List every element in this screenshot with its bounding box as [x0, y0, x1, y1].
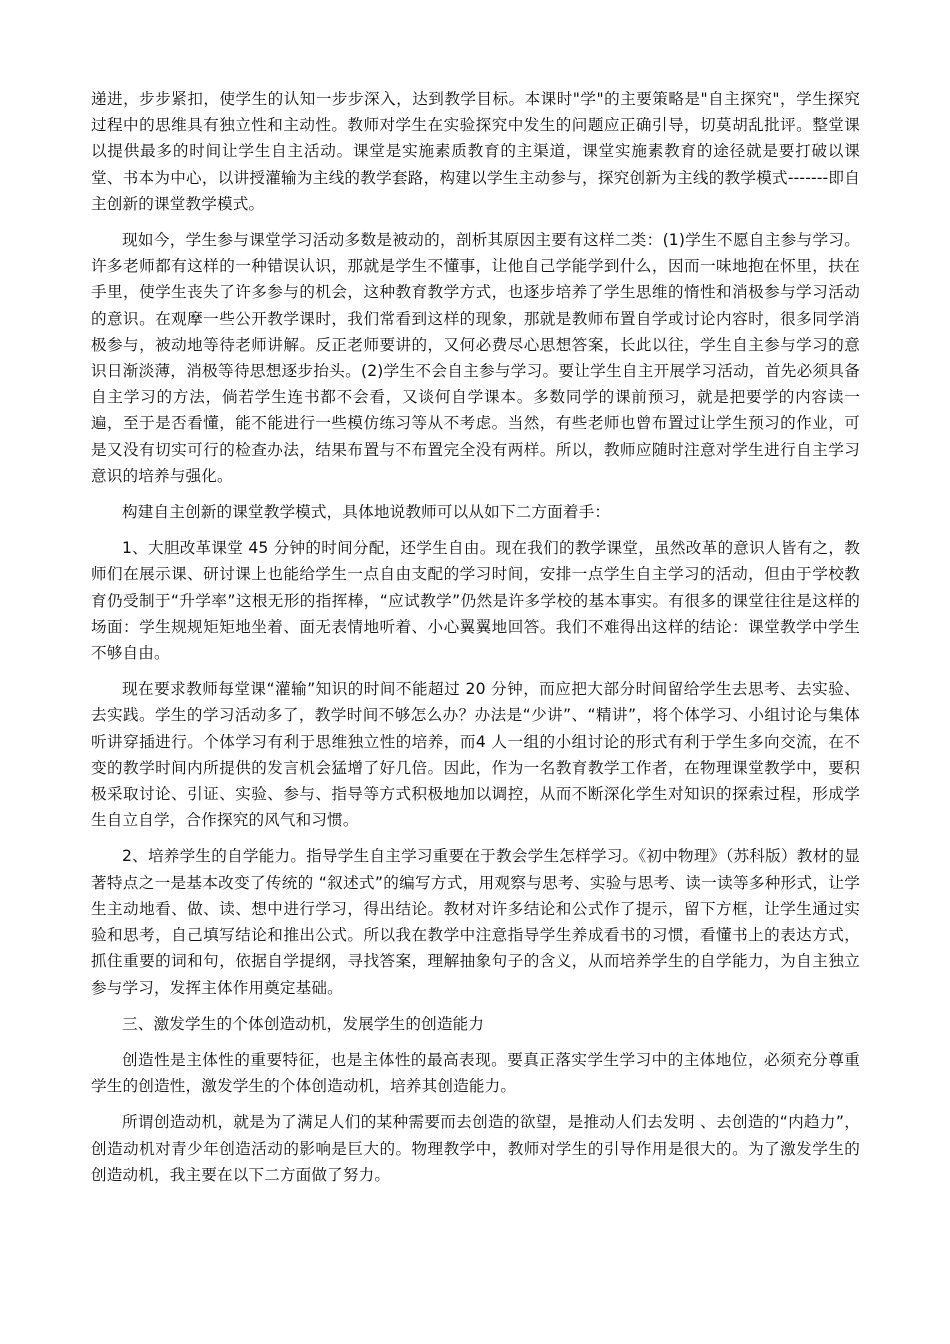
document-page: [91, 86, 860, 1198]
paragraph-creative-motivation: 所谓创造动机，就是为了满足人们的某种需要而去创造的欲望，是推动人们去发明 、去创造的“内趋力”，创造动机对青少年创造活动的影响是巨大的。物理教学中，教师对学生的引导作用是很大的。为了激发学生的创造动机，我主要在以下二方面做了努力。: [91, 1113, 860, 1184]
paragraph-teaching-mode: 递进，步步紧扣，使学生的认知一步步深入，达到教学目标。本课时"学"的主要策略是"自主探究"，学生探究过程中的思维具有独立性和主动性。教师对学生在实验探究中发生的问题应正确引导，切莫胡乱批评。整堂课以提供最多的时间让学生自主活动。课堂是实施素质教育的主渠道，课堂实施素教育的途径就是要打破以课堂、书本为中心，以讲授灌输为主线的教学套路，构建以学生主动参与，探究创新为主线的教学模式-------即自主创新的课堂教学模式。: [91, 90, 860, 213]
paragraph-lecture-time-limit: 现在要求教师每堂课“灌输”知识的时间不能超过 20 分钟，而应把大部分时间留给学生去思考、去实验、去实践。学生的学习活动多了，教学时间不够怎么办？办法是“少讲”、“精讲”，将个体学习、小组讨论与集体听讲穿插进行。个体学习有利于思维独立性的培养，而4 人一组的小组讨论的形式有利于学生多向交流，在不变的教学时间内所提供的发言机会猛增了好几倍。因此，作为一名教育教学工作者，在物理课堂教学中，要积极采取讨论、引证、实验、参与、指导等方式积极地加以调控，从而不断深化学生对知识的探索过程，形成学生自立自学，合作探究的风气和习惯。: [91, 680, 860, 830]
paragraph-point-1-time-allocation: 1、大胆改革课堂 45 分钟的时间分配，还学生自由。现在我们的教学课堂，虽然改革的意识人皆有之，教师们在展示课、研讨课上也能给学生一点自由支配的学习时间，安排一点学生自主学习的活动，但由于学校教育仍受制于“升学率”这根无形的指挥棒，“应试教学”仍然是许多学校的基本事实。有很多的课堂往往是这样的场面：学生规规矩矩地坐着、面无表情地听着、小心翼翼地回答。我们不难得出这样的结论：课堂教学中学生不够自由。: [91, 539, 860, 663]
section-heading-creativity: 三、激发学生的个体创造动机，发展学生的创造能力: [122, 1014, 485, 1033]
paragraph-two-approaches: 构建自主创新的课堂教学模式，具体地说教师可以从如下二方面着手：: [122, 503, 611, 522]
paragraph-passive-participation: 现如今，学生参与课堂学习活动多数是被动的，剖析其原因主要有这样二类：(1)学生不愿自主参与学习。许多老师都有这样的一种错误认识，那就是学生不懂事，让他自己学能学到什么，因而一味地抱在怀里，扶在手里，使学生丧失了许多参与的机会，这种教育教学方式，也逐步培养了学生思维的惰性和消极参与学习活动的意识。在观摩一些公开教学课时，我们常看到这样的现象，那就是教师布置自学或讨论内容时，很多同学消极参与，被动地等待老师讲解。反正老师要讲的，又何必费尽心思想答案，长此以往，学生自主参与学习的意识日渐淡薄，消极等待思想逐步抬头。(2)学生不会自主参与学习。要让学生自主开展学习活动，首先必须具备自主学习的方法，倘若学生连书都不会看，又谈何自学课本。多数同学的课前预习，就是把要学的内容读一遍，至于是否看懂，能不能进行一些模仿练习等从不考虑。当然，有些老师也曾布置过让学生预习的作业，可是又没有切实可行的检查办法，结果布置与不布置完全没有两样。所以，教师应随时注意对学生进行自主学习意识的培养与强化。: [91, 231, 860, 485]
paragraph-creativity-importance: 创造性是主体性的重要特征，也是主体性的最高表现。要真正落实学生学习中的主体地位，必须充分尊重学生的创造性，激发学生的个体创造动机，培养其创造能力。: [91, 1050, 860, 1096]
paragraph-point-2-self-study: 2、培养学生的自学能力。指导学生自主学习重要在于教会学生怎样学习。《初中物理》（苏科版）教材的显著特点之一是基本改变了传统的 “叙述式”的编写方式，用观察与思考、实验与思考、读一读等多种形式，让学生主动地看、做、读、想中进行学习，得出结论。教材对许多结论和公式作了提示，留下方框，让学生通过实验和思考，自己填写结论和推出公式。所以我在教学中注意指导学生养成看书的习惯，看懂书上的表达方式，抓住重要的词和句，依据自学提纲，寻找答案，理解抽象句子的含义，从而培养学生的自学能力，为自主独立参与学习，发挥主体作用奠定基础。: [91, 847, 860, 997]
